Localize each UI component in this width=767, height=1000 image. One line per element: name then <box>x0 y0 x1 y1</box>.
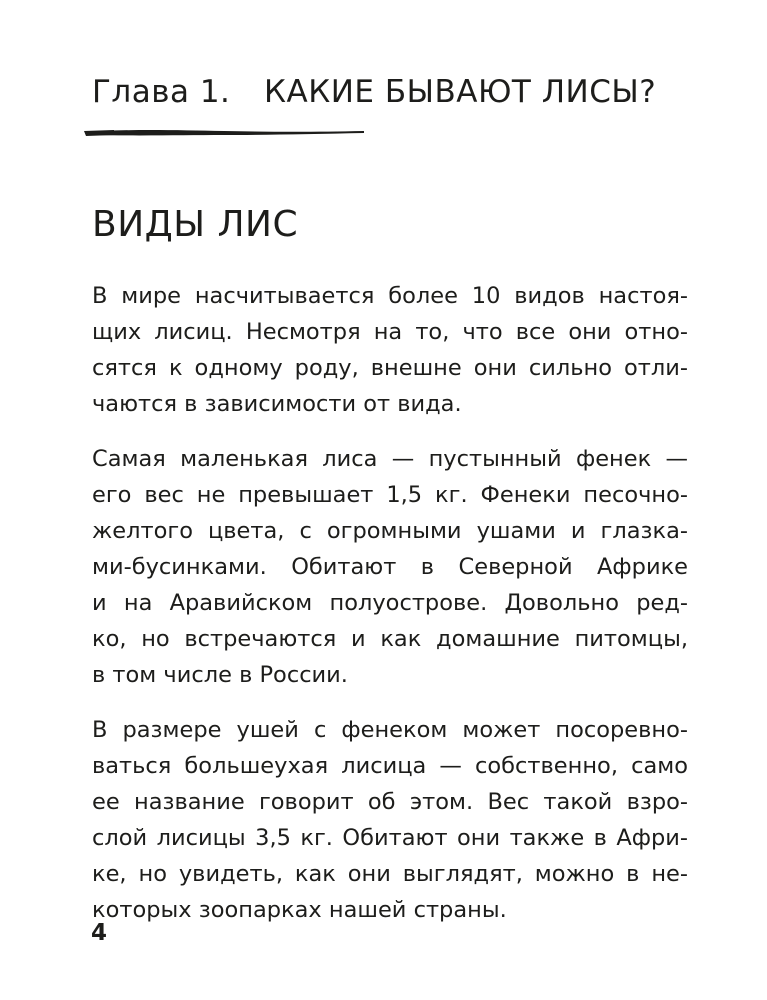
paragraph <box>92 712 688 928</box>
page-number: 4 <box>91 920 108 946</box>
body-text <box>92 278 688 947</box>
text-line: В мире насчитывается более 10 видов настоя- <box>92 283 688 309</box>
paragraph <box>92 278 688 422</box>
text-line: ее название говорит об этом. Вес такой взро- <box>92 789 688 815</box>
text-line: ми-бусинками. Обитают в Северной Африке <box>92 554 688 580</box>
paragraph <box>92 441 688 693</box>
text-line: ко, но встречаются и как домашние питомцы, <box>92 626 688 652</box>
chapter-title: КАКИЕ БЫВАЮТ ЛИСЫ? <box>264 74 657 110</box>
text-line: ке, но увидеть, как они выглядят, можно в не- <box>92 861 688 887</box>
chapter-header <box>92 74 692 120</box>
text-line: в том числе в России. <box>92 662 348 688</box>
text-line: и на Аравийском полуострове. Довольно ред- <box>92 590 688 616</box>
text-line: желтого цвета, с огромными ушами и глазка- <box>92 518 688 544</box>
text-line: слой лисицы 3,5 кг. Обитают они также в Афри- <box>92 825 688 851</box>
text-line: В размере ушей с фенеком может посоревно- <box>92 717 688 743</box>
text-line: сятся к одному роду, внешне они сильно отли- <box>92 355 688 381</box>
section-heading: ВИДЫ ЛИС <box>92 204 299 245</box>
text-line: Самая маленькая лиса — пустынный фенек — <box>92 446 688 472</box>
text-line: которых зоопарках нашей страны. <box>92 897 507 923</box>
text-line: чаются в зависимости от вида. <box>92 391 462 417</box>
text-line: ваться большеухая лисица — собственно, само <box>92 753 688 779</box>
brush-underline-decoration <box>84 126 366 138</box>
chapter-label: Глава 1. <box>92 74 231 110</box>
text-line: его вес не превышает 1,5 кг. Фенеки песочно- <box>92 482 688 508</box>
text-line: щих лисиц. Несмотря на то, что все они отно- <box>92 319 688 345</box>
